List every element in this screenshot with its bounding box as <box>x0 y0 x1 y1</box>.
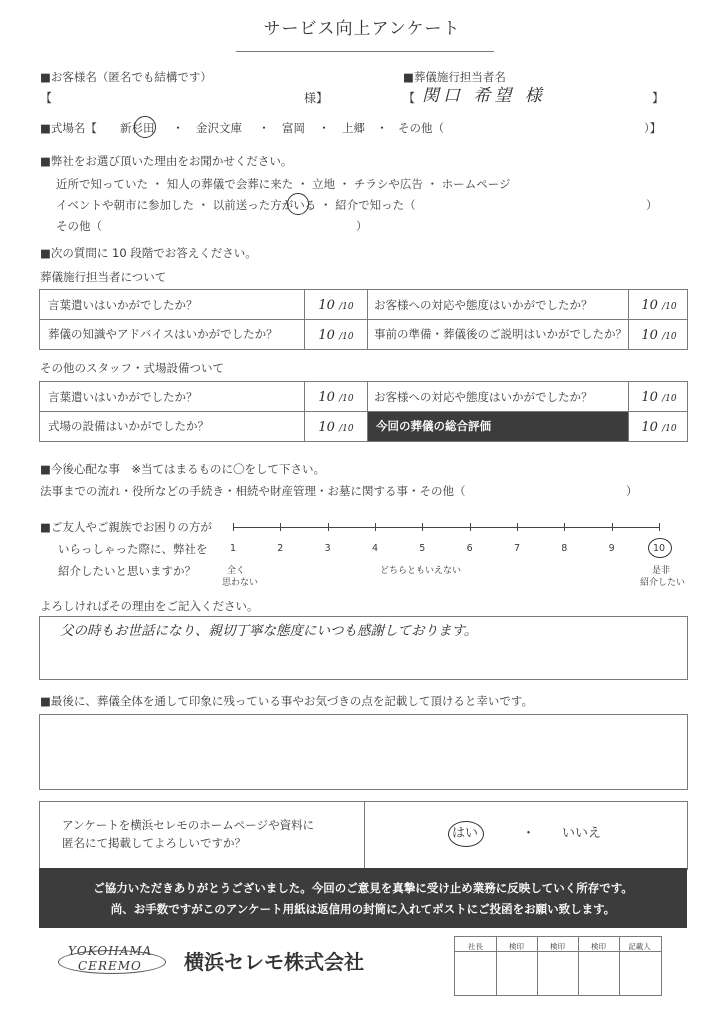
question-overall: 今回の葬儀の総合評価 <box>376 419 491 433</box>
reason-other-close: ） <box>356 219 368 233</box>
other-section-heading: その他のスタッフ・式場設備ついて <box>40 361 224 375</box>
recommend-question-line2: いらっしゃった際に、弊社を <box>58 542 208 556</box>
venue-option-other[interactable]: その他（ <box>398 121 444 135</box>
scale-tick <box>517 523 518 531</box>
thanks-banner <box>39 868 687 928</box>
director-bracket-open: 【 <box>403 91 416 105</box>
venue-selected-circle <box>134 116 156 138</box>
venue-option-tomioka[interactable]: 富岡 <box>282 121 305 135</box>
final-comment-label: ■最後に、葬儀全体を通して印象に残っている事やお気づきの点を記載して頂けると幸いです。 <box>40 694 533 708</box>
director-label: ■葬儀施行担当者名 <box>403 70 506 84</box>
scale-high-label-2: 紹介したい <box>640 578 686 588</box>
scale-option-6[interactable]: 6 <box>466 543 473 554</box>
publish-permission-box <box>39 801 688 870</box>
scale-low-label-2: 思わない <box>222 578 259 588</box>
reason-other[interactable]: その他（ <box>56 219 102 233</box>
final-comment-box[interactable] <box>39 714 688 790</box>
publish-selected-circle <box>448 821 484 847</box>
scale-option-10[interactable]: 10 <box>652 543 666 554</box>
scale-option-9[interactable]: 9 <box>608 543 615 554</box>
question-facility: 式場の設備はいかがでしたか？ <box>48 419 209 433</box>
scale-option-8[interactable]: 8 <box>561 543 568 554</box>
scale-tick <box>564 523 565 531</box>
recommend-scale-line <box>233 527 659 528</box>
scale-option-7[interactable]: 7 <box>513 543 521 554</box>
page-title: サービス向上アンケート <box>263 19 461 39</box>
title-underline <box>236 51 494 52</box>
scale-tick <box>422 523 423 531</box>
question-other-language: 言葉遣いはいかがでしたか？ <box>48 390 198 404</box>
concerns-options[interactable]: 法事までの流れ・役所などの手続き・相続や財産管理・お墓に関する事・その他（ <box>40 484 466 498</box>
staff-section-heading: 葬儀施行担当者について <box>40 270 167 284</box>
scale-option-2[interactable]: 2 <box>277 543 284 554</box>
reason-selected-circle <box>287 193 309 215</box>
publish-yes-option[interactable]: はい <box>452 826 479 841</box>
reason-handwritten-text: 父の時もお世話になり、親切丁寧な態度にいつも感謝しております。 <box>60 623 478 639</box>
company-logo <box>58 944 166 980</box>
publish-separator: ・ <box>522 826 536 841</box>
scale-tick <box>233 523 234 531</box>
scale-low-label-1: 全く <box>227 566 246 576</box>
scale-mid-label: どちらともいえない <box>380 566 462 576</box>
director-name-field[interactable]: 関口 希望 様 <box>422 86 546 106</box>
stamp-header: 社長 <box>468 942 483 951</box>
scale-tick <box>328 523 329 531</box>
customer-suffix: 様】 <box>304 91 329 105</box>
reason-line2-close: ） <box>646 198 658 212</box>
question-staff-attitude: お客様への対応や態度はいかがでしたか？ <box>374 298 593 312</box>
director-bracket-close: 】 <box>652 91 665 105</box>
thanks-line2: 尚、お手数ですがこのアンケート用紙は返信用の封筒に入れてポストにご投函をお願い致します。 <box>110 902 616 916</box>
scale-option-1[interactable]: 1 <box>229 543 237 554</box>
concerns-close: ） <box>626 484 638 498</box>
score-staff-attitude[interactable]: 10 /10 <box>641 298 677 313</box>
scale-option-4[interactable]: 4 <box>371 543 379 554</box>
score-staff-explanation[interactable]: 10 /10 <box>641 328 677 343</box>
staff-rating-table <box>39 289 688 350</box>
venue-separator: ・ <box>318 121 331 135</box>
score-staff-knowledge[interactable]: 10 /10 <box>318 328 354 343</box>
score-facility[interactable]: 10 /10 <box>318 420 354 435</box>
reason-text-label: よろしければその理由をご記入ください。 <box>40 599 259 613</box>
publish-question-line2: 匿名にて掲載してよろしいですか？ <box>62 836 246 850</box>
venue-separator: ・ <box>172 121 185 135</box>
venue-option-shinsugita[interactable]: 新杉田 <box>120 121 155 135</box>
venue-label: ■式場名【 <box>40 121 97 135</box>
publish-no-option[interactable]: いいえ <box>562 826 602 841</box>
recommend-question-line3: 紹介したいと思いますか？ <box>58 564 196 578</box>
question-staff-language: 言葉遣いはいかがでしたか？ <box>48 298 198 312</box>
thanks-line1: ご協力いただきありがとうございました。今回のご意見を真摯に受け止め業務に反映していく所存です。 <box>93 881 633 895</box>
stamp-header: 記載人 <box>628 942 651 951</box>
scale-tick <box>612 523 613 531</box>
company-name: 横浜セレモ株式会社 <box>184 950 364 974</box>
recommend-question-line1: ■ご友人やご親族でお困りの方が <box>40 520 212 534</box>
score-overall[interactable]: 10 /10 <box>641 420 677 435</box>
scale-high-label-1: 是非 <box>652 566 671 576</box>
recommend-selected-circle <box>648 538 672 558</box>
score-other-attitude[interactable]: 10 /10 <box>641 390 677 405</box>
reason-options-line2[interactable]: イベントや朝市に参加した ・ 以前送った方がいる ・ 紹介で知った（ <box>56 198 416 212</box>
other-rating-table <box>39 381 688 442</box>
logo-text-line2: CEREMO <box>78 959 142 973</box>
customer-name-field[interactable] <box>56 90 300 108</box>
question-staff-knowledge: 葬儀の知識やアドバイスはいかがでしたか？ <box>48 327 278 341</box>
question-staff-explanation: 事前の準備・葬儀後のご説明はいかがでしたか？ <box>374 327 627 341</box>
venue-option-kamigo[interactable]: 上郷 <box>342 121 365 135</box>
publish-question-line1: アンケートを横浜セレモのホームページや資料に <box>62 818 315 832</box>
score-staff-language[interactable]: 10 /10 <box>318 298 354 313</box>
scale-tick <box>659 523 660 531</box>
reason-text-box[interactable] <box>39 616 688 680</box>
rating-instructions: ■次の質問に 10 段階でお答えください。 <box>40 246 257 260</box>
scale-tick <box>470 523 471 531</box>
stamp-header: 検印 <box>509 942 524 951</box>
question-other-attitude: お客様への対応や態度はいかがでしたか？ <box>374 390 593 404</box>
concerns-label: ■今後心配な事 ※当てはまるものに〇をして下さい。 <box>40 462 325 476</box>
venue-option-kanazawabunko[interactable]: 金沢文庫 <box>196 121 242 135</box>
venue-separator: ・ <box>376 121 389 135</box>
stamp-header: 検印 <box>550 942 565 951</box>
reason-options-line1[interactable]: 近所で知っていた ・ 知人の葬儀で会葬に来た ・ 立地 ・ チラシや広告 ・ ホームページ <box>56 177 511 191</box>
customer-bracket-open: 【 <box>40 91 53 105</box>
venue-close: ）】 <box>644 121 662 135</box>
scale-option-5[interactable]: 5 <box>419 543 426 554</box>
logo-text-line1: YOKOHAMA <box>68 944 153 958</box>
scale-tick <box>375 523 376 531</box>
score-other-language[interactable]: 10 /10 <box>318 390 354 405</box>
scale-tick <box>280 523 281 531</box>
reason-label: ■弊社をお選び頂いた理由をお聞かせください。 <box>40 154 293 168</box>
venue-separator: ・ <box>258 121 271 135</box>
customer-name-label: ■お客様名（匿名でも結構です） <box>40 70 212 84</box>
scale-option-3[interactable]: 3 <box>324 543 331 554</box>
stamp-header: 検印 <box>591 942 606 951</box>
